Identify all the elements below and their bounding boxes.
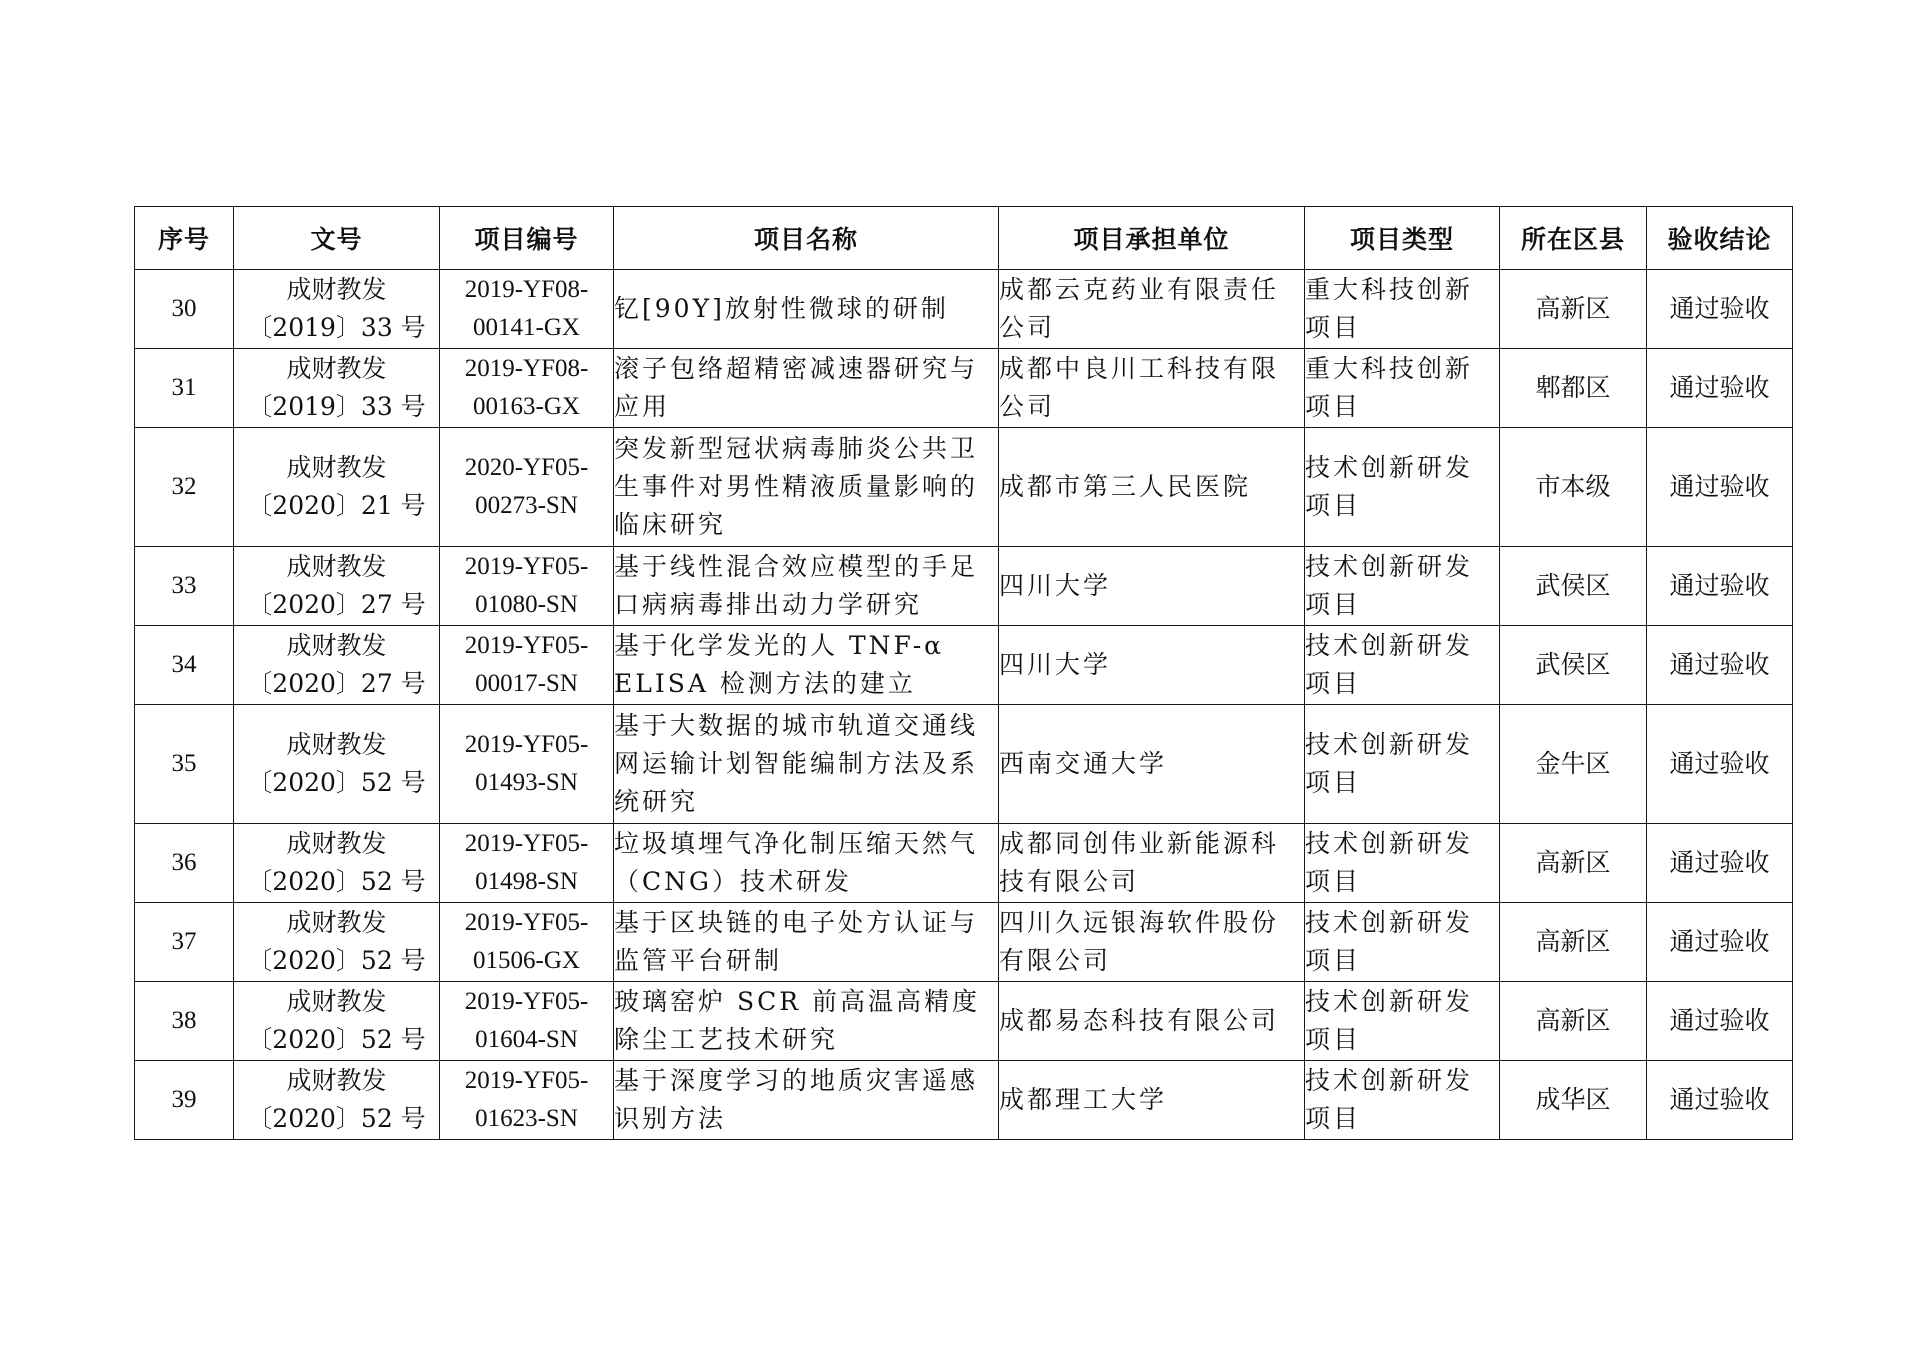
district-cell: 市本级: [1500, 428, 1647, 547]
project-code-part1: 2019-YF05-: [464, 1067, 589, 1094]
project-code-cell: [440, 626, 614, 705]
project-type-cell: 技术创新研发项目: [1305, 547, 1500, 626]
project-code-part1: 2019-YF05-: [464, 632, 589, 659]
district-cell: 郫都区: [1500, 349, 1647, 428]
document-year-number: 〔2020〕52 号: [247, 1025, 426, 1054]
document-prefix: 成财教发: [286, 730, 387, 759]
document-number-cell: [234, 626, 440, 705]
project-type-cell: 技术创新研发项目: [1305, 824, 1500, 903]
acceptance-result-cell: 通过验收: [1647, 547, 1793, 626]
project-code-part1: 2019-YF05-: [464, 909, 589, 936]
serial-number-cell: 35: [135, 705, 234, 824]
table-row: [135, 626, 1793, 705]
document-number-cell: [234, 903, 440, 982]
project-type-cell: 技术创新研发项目: [1305, 705, 1500, 824]
project-code-cell: [440, 982, 614, 1061]
acceptance-result-cell: 通过验收: [1647, 824, 1793, 903]
document-number-cell: [234, 349, 440, 428]
project-code-part2: 01604-SN: [475, 1026, 578, 1053]
project-code-part2: 01623-SN: [475, 1105, 578, 1132]
header-undertaking-unit: 项目承担单位: [999, 207, 1305, 270]
table-row: [135, 349, 1793, 428]
document-number-cell: [234, 270, 440, 349]
project-name-cell: 突发新型冠状病毒肺炎公共卫生事件对男性精液质量影响的临床研究: [614, 428, 999, 547]
serial-number-cell: 33: [135, 547, 234, 626]
project-code-part1: 2019-YF05-: [464, 830, 589, 857]
district-cell: 高新区: [1500, 270, 1647, 349]
document-prefix: 成财教发: [286, 987, 387, 1016]
acceptance-result-cell: 通过验收: [1647, 903, 1793, 982]
serial-number-cell: 37: [135, 903, 234, 982]
undertaking-unit-cell: 成都易态科技有限公司: [999, 982, 1305, 1061]
document-year-number: 〔2020〕27 号: [247, 669, 426, 698]
project-code-part2: 01080-SN: [475, 591, 578, 618]
acceptance-result-cell: 通过验收: [1647, 270, 1793, 349]
header-district: 所在区县: [1500, 207, 1647, 270]
document-year-number: 〔2020〕21 号: [247, 491, 426, 520]
document-prefix: 成财教发: [286, 453, 387, 482]
district-cell: 高新区: [1500, 824, 1647, 903]
project-code-cell: [440, 547, 614, 626]
project-name-cell: 基于大数据的城市轨道交通线网运输计划智能编制方法及系统研究: [614, 705, 999, 824]
project-type-cell: 技术创新研发项目: [1305, 626, 1500, 705]
project-type-cell: 技术创新研发项目: [1305, 428, 1500, 547]
serial-number-cell: 36: [135, 824, 234, 903]
district-cell: 金牛区: [1500, 705, 1647, 824]
project-name-cell: 基于线性混合效应模型的手足口病病毒排出动力学研究: [614, 547, 999, 626]
table-row: [135, 903, 1793, 982]
document-prefix: 成财教发: [286, 1066, 387, 1095]
acceptance-result-cell: 通过验收: [1647, 349, 1793, 428]
district-cell: 武侯区: [1500, 547, 1647, 626]
undertaking-unit-cell: 四川久远银海软件股份有限公司: [999, 903, 1305, 982]
header-document-number: 文号: [234, 207, 440, 270]
undertaking-unit-cell: 成都中良川工科技有限公司: [999, 349, 1305, 428]
project-code-part1: 2019-YF05-: [464, 553, 589, 580]
project-code-cell: [440, 428, 614, 547]
project-code-cell: [440, 705, 614, 824]
serial-number-cell: 30: [135, 270, 234, 349]
serial-number-cell: 34: [135, 626, 234, 705]
project-name-cell: 滚子包络超精密减速器研究与应用: [614, 349, 999, 428]
serial-number-cell: 39: [135, 1061, 234, 1140]
undertaking-unit-cell: 西南交通大学: [999, 705, 1305, 824]
table-row: [135, 270, 1793, 349]
district-cell: 成华区: [1500, 1061, 1647, 1140]
document-prefix: 成财教发: [286, 908, 387, 937]
table-row: [135, 1061, 1793, 1140]
serial-number-cell: 31: [135, 349, 234, 428]
document-prefix: 成财教发: [286, 552, 387, 581]
acceptance-result-cell: 通过验收: [1647, 982, 1793, 1061]
document-year-number: 〔2020〕52 号: [247, 946, 426, 975]
project-code-part2: 01498-SN: [475, 868, 578, 895]
project-code-part2: 01493-SN: [475, 769, 578, 796]
header-project-type: 项目类型: [1305, 207, 1500, 270]
undertaking-unit-cell: 成都云克药业有限责任公司: [999, 270, 1305, 349]
document-year-number: 〔2020〕52 号: [247, 768, 426, 797]
project-code-part1: 2020-YF05-: [464, 454, 589, 481]
project-name-cell: 基于深度学习的地质灾害遥感识别方法: [614, 1061, 999, 1140]
document-number-cell: [234, 705, 440, 824]
project-name-cell: 玻璃窑炉 SCR 前高温高精度除尘工艺技术研究: [614, 982, 999, 1061]
project-code-cell: [440, 903, 614, 982]
project-code-part1: 2019-YF08-: [464, 276, 589, 303]
acceptance-table: [134, 206, 1793, 1140]
project-code-part1: 2019-YF08-: [464, 355, 589, 382]
document-year-number: 〔2020〕27 号: [247, 590, 426, 619]
undertaking-unit-cell: 成都理工大学: [999, 1061, 1305, 1140]
serial-number-cell: 32: [135, 428, 234, 547]
document-prefix: 成财教发: [286, 275, 387, 304]
table-row: [135, 428, 1793, 547]
project-type-cell: 技术创新研发项目: [1305, 1061, 1500, 1140]
table-row: [135, 824, 1793, 903]
district-cell: 高新区: [1500, 982, 1647, 1061]
project-code-cell: [440, 270, 614, 349]
project-code-part2: 00141-GX: [473, 314, 580, 341]
document-prefix: 成财教发: [286, 631, 387, 660]
project-type-cell: 技术创新研发项目: [1305, 903, 1500, 982]
document-year-number: 〔2019〕33 号: [247, 392, 426, 421]
header-project-name: 项目名称: [614, 207, 999, 270]
document-year-number: 〔2019〕33 号: [247, 313, 426, 342]
document-year-number: 〔2020〕52 号: [247, 1104, 426, 1133]
document-number-cell: [234, 547, 440, 626]
project-name-cell: 基于化学发光的人 TNF-α ELISA 检测方法的建立: [614, 626, 999, 705]
undertaking-unit-cell: 成都同创伟业新能源科技有限公司: [999, 824, 1305, 903]
project-name-cell: 基于区块链的电子处方认证与监管平台研制: [614, 903, 999, 982]
district-cell: 武侯区: [1500, 626, 1647, 705]
district-cell: 高新区: [1500, 903, 1647, 982]
project-type-cell: 技术创新研发项目: [1305, 982, 1500, 1061]
document-number-cell: [234, 982, 440, 1061]
project-type-cell: 重大科技创新项目: [1305, 270, 1500, 349]
header-acceptance-result: 验收结论: [1647, 207, 1793, 270]
project-code-part2: 01506-GX: [473, 947, 580, 974]
acceptance-result-cell: 通过验收: [1647, 1061, 1793, 1140]
header-project-code: 项目编号: [440, 207, 614, 270]
undertaking-unit-cell: 四川大学: [999, 626, 1305, 705]
document-number-cell: [234, 428, 440, 547]
acceptance-result-cell: 通过验收: [1647, 705, 1793, 824]
table-header-row: [135, 207, 1793, 270]
acceptance-result-cell: 通过验收: [1647, 428, 1793, 547]
project-name-cell: 垃圾填埋气净化制压缩天然气（CNG）技术研发: [614, 824, 999, 903]
table-row: [135, 705, 1793, 824]
document-number-cell: [234, 824, 440, 903]
acceptance-result-cell: 通过验收: [1647, 626, 1793, 705]
project-code-part2: 00273-SN: [475, 492, 578, 519]
serial-number-cell: 38: [135, 982, 234, 1061]
project-code-part2: 00163-GX: [473, 393, 580, 420]
undertaking-unit-cell: 成都市第三人民医院: [999, 428, 1305, 547]
header-serial-number: 序号: [135, 207, 234, 270]
table-row: [135, 547, 1793, 626]
project-code-cell: [440, 1061, 614, 1140]
document-number-cell: [234, 1061, 440, 1140]
project-code-part2: 00017-SN: [475, 670, 578, 697]
document-year-number: 〔2020〕52 号: [247, 867, 426, 896]
project-code-cell: [440, 349, 614, 428]
undertaking-unit-cell: 四川大学: [999, 547, 1305, 626]
document-prefix: 成财教发: [286, 829, 387, 858]
project-type-cell: 重大科技创新项目: [1305, 349, 1500, 428]
project-name-cell: 钇[90Y]放射性微球的研制: [614, 270, 999, 349]
project-code-part1: 2019-YF05-: [464, 988, 589, 1015]
project-code-part1: 2019-YF05-: [464, 731, 589, 758]
document-prefix: 成财教发: [286, 354, 387, 383]
project-code-cell: [440, 824, 614, 903]
table-row: [135, 982, 1793, 1061]
